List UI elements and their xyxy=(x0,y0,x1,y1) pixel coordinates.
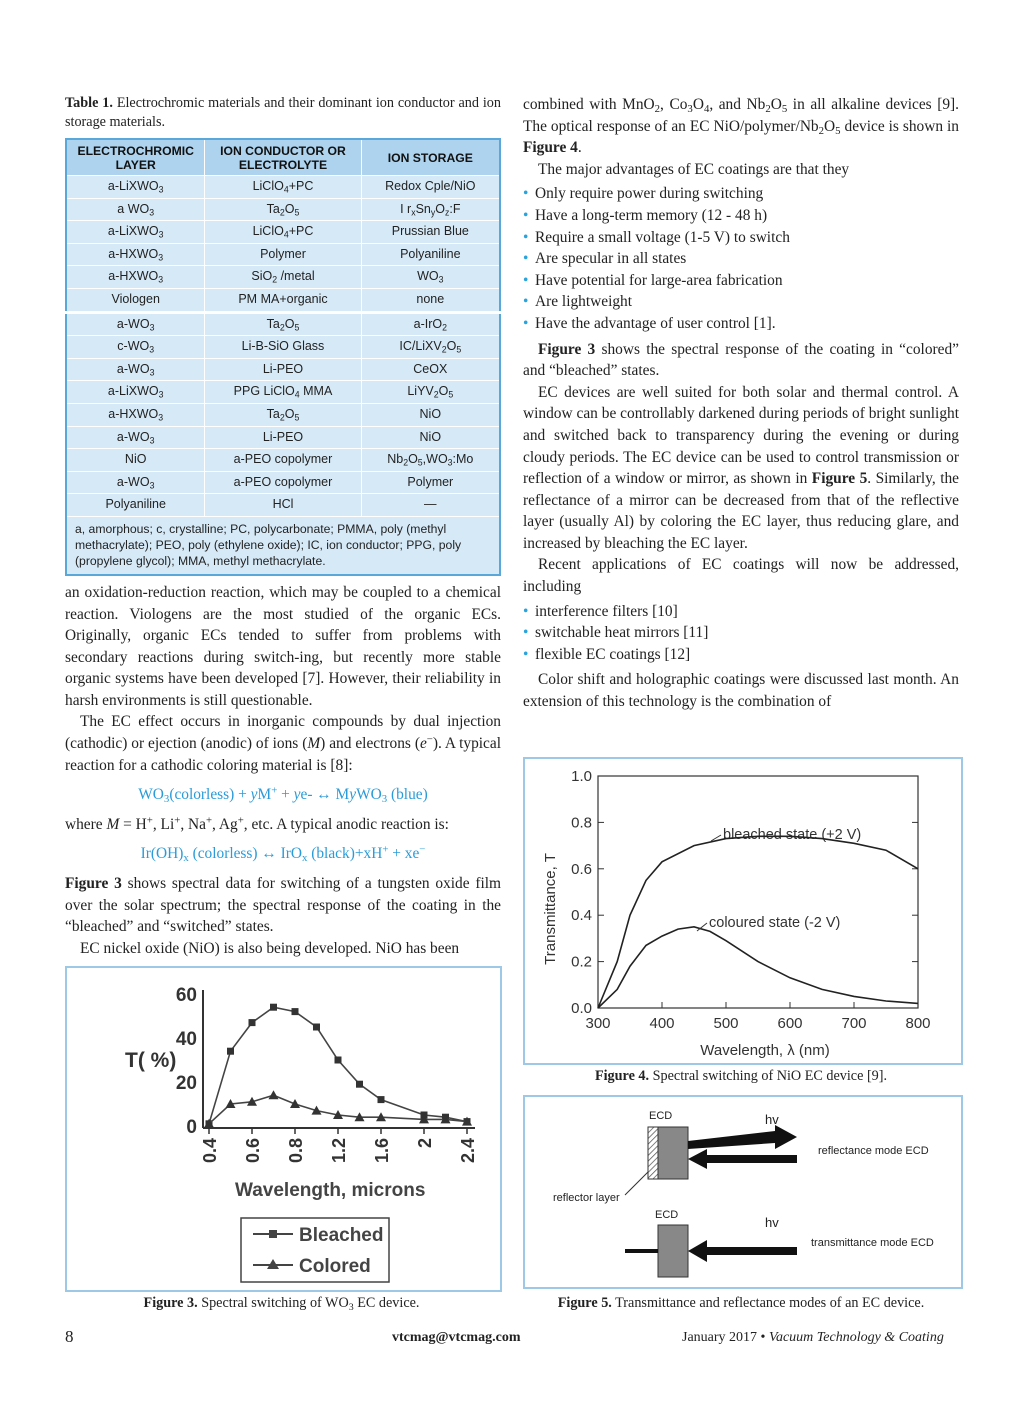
cell-ec-layer: $a-HXWO_3$ xyxy=(66,403,205,426)
table1-note-row xyxy=(66,516,500,575)
list-item: • switchable heat mirrors [11] xyxy=(523,622,959,644)
cell-ion-conductor: $Ta_2O_5$ xyxy=(205,312,361,336)
fig5-incident-arrow xyxy=(688,1149,797,1169)
fig3-y-tick-label: 0 xyxy=(186,1117,197,1138)
cell-ec-layer: $a-WO_3$ xyxy=(66,471,205,494)
list-item: • Have the advantage of user control [1]. xyxy=(523,313,959,335)
paragraph-applications: Recent applications of EC coatings will now be addressed, including xyxy=(523,556,959,596)
fig3-x-tick-label: 1.2 xyxy=(329,1138,349,1164)
fig3-legend-bleached: Bleached xyxy=(299,1225,384,1246)
equation-cathodic: $WO_3(colorless) + yM^+ + ye-$ ↔ MyWO$_3$ (blue) xyxy=(138,784,428,806)
paragraph-figure3: Figure 3 shows spectral data for switching of a tungsten oxide film over the solar spectrum; the spectral response of the coating in the “bleached” and “switched” states. xyxy=(65,875,501,936)
fig5-hv-label-2: hv xyxy=(765,1215,779,1230)
paragraph-organic-ec: an oxidation-reduction reaction, which may be coupled to a chemical reaction. Viologens are the most studied of the organic ECs. Originally, organic ECs tended to suffer from problems with secondary reactions during switch-ing, but recently more stable organic systems have been developed [7]. However, their reliability in harsh environments is still questionable. xyxy=(65,583,501,709)
table-row xyxy=(66,221,500,244)
fig5-reflector-layer xyxy=(648,1127,658,1179)
list-item: • flexible EC coatings [12] xyxy=(523,644,959,666)
figure4-frame xyxy=(523,757,963,1065)
fig3-x-tick-label: 0.4 xyxy=(200,1138,220,1164)
figure5-caption: Figure 5. Transmittance and reflectance modes of an EC device. xyxy=(557,1295,925,1311)
paragraph-advantages: The major advantages of EC coatings are that they xyxy=(538,160,850,178)
list-item: • Have a long-term memory (12 - 48 h) xyxy=(523,205,959,227)
fig3-x-tick-label: 0.6 xyxy=(243,1138,263,1164)
fig4-y-tick-label: 0.0 xyxy=(571,1000,592,1017)
cell-ion-conductor: SiO$_2$ /metal xyxy=(205,266,361,289)
cell-ion-storage: Polyaniline xyxy=(361,243,500,266)
cell-ion-storage: none xyxy=(361,288,500,312)
cell-ec-layer: $a-WO_3$ xyxy=(66,358,205,381)
paragraph-solar-control: EC devices are well suited for both solar and thermal control. A window can be controllably darkened during periods of bright sunlight and switched back to transparency during the evening or during cloudy periods. The EC device can be used to control transmission or reflection of a window or mirror, as shown in Figure 5. Similarly, the reflectance of a mirror can be decreased from that of the reflective layer (usually Al) by coloring the EC layer, thus reducing glare, and increased by bleaching the EC layer. xyxy=(523,383,960,552)
applications-list xyxy=(523,601,959,666)
footer-issue: January 2017 • Vacuum Technology & Coating xyxy=(682,1330,944,1345)
header-ion-storage: ION STORAGE xyxy=(361,139,500,176)
table-row xyxy=(66,243,500,266)
cell-ion-storage: $IC/LiXV_2O_5$ xyxy=(361,336,500,359)
table1-caption: Table 1. Electrochromic materials and their dominant ion conductor and ion storage materials. xyxy=(65,95,501,130)
paragraph-figure3-ref: Figure 3 shows the spectral response of the coating in “colored” and “bleached” states. xyxy=(523,340,959,380)
left-column xyxy=(65,94,501,959)
paragraph-inorganic-ec: The EC effect occurs in inorganic compounds by dual injection (cathodic) or ejection (anodic) of ions (M) and electrons (e−). A typical reaction for a cathodic coloring material is [8]: xyxy=(65,713,501,774)
fig3-y-tick-label: 40 xyxy=(175,1029,197,1050)
cell-ec-layer: $a-WO_3$ xyxy=(66,426,205,449)
fig4-label-coloured: coloured state (-2 V) xyxy=(709,915,841,931)
fig4-x-tick-label: 300 xyxy=(585,1015,611,1032)
fig3-y-tick-label: 20 xyxy=(175,1073,197,1094)
cell-ec-layer: $a-WO_3$ xyxy=(66,312,205,336)
cell-ion-storage: Redox Cple/NiO xyxy=(361,176,500,199)
fig3-legend-colored: Colored xyxy=(299,1256,371,1277)
table-row xyxy=(66,494,500,517)
figure4-caption: Figure 4. Spectral switching of NiO EC device [9]. xyxy=(594,1068,888,1084)
cell-ec-layer: $a-HXWO_3$ xyxy=(66,243,205,266)
fig4-ylabel: Transmittance, T xyxy=(542,853,559,965)
header-ec-layer: ELECTROCHROMIC LAYER xyxy=(66,139,205,176)
cell-ion-conductor: Li-B-SiO Glass xyxy=(205,336,361,359)
fig5-reflected-arrow xyxy=(688,1125,797,1149)
fig3-x-tick-label: 1.6 xyxy=(372,1138,392,1164)
fig5-ecd-block-2 xyxy=(658,1225,688,1277)
cell-ion-conductor: HCl xyxy=(205,494,361,517)
header-ion-conductor: ION CONDUCTOR OR ELECTROLYTE xyxy=(205,139,361,176)
fig3-point-colored xyxy=(269,1090,279,1099)
fig4-y-tick-label: 0.2 xyxy=(571,953,592,971)
list-item: • Only require power during switching xyxy=(523,183,959,205)
fig3-x-tick-label: 2 xyxy=(415,1138,435,1149)
table-row xyxy=(66,266,500,289)
table-row xyxy=(66,381,500,404)
cell-ion-storage: $LiYV_2O_5$ xyxy=(361,381,500,404)
fig4-label-bleached: bleached state (+2 V) xyxy=(723,827,862,843)
fig5-ecd-label-1: ECD xyxy=(649,1110,673,1122)
fig3-point-bleached xyxy=(356,1081,363,1088)
table-row xyxy=(66,288,500,312)
fig3-point-bleached xyxy=(378,1096,385,1103)
figure5-frame xyxy=(523,1095,963,1289)
fig3-x-tick-label: 0.8 xyxy=(286,1138,306,1164)
cell-ion-conductor: LiClO$_4$+PC xyxy=(205,221,361,244)
fig5-ecd-block-1 xyxy=(658,1127,688,1179)
fig3-series-colored xyxy=(209,1095,467,1124)
cell-ion-conductor: Polymer xyxy=(205,243,361,266)
list-item: • interference filters [10] xyxy=(523,601,959,623)
advantages-list xyxy=(523,183,959,334)
table1-body xyxy=(66,176,500,517)
fig3-point-bleached xyxy=(292,1008,299,1015)
fig3-point-colored xyxy=(290,1099,300,1108)
cell-ion-conductor: a-PEO copolymer xyxy=(205,471,361,494)
footer-email: vtcmag@vtcmag.com xyxy=(392,1330,521,1345)
table1 xyxy=(65,138,501,576)
fig4-x-tick-label: 700 xyxy=(841,1015,867,1032)
page-number: 8 xyxy=(65,1327,74,1346)
figure3-caption: Figure 3. Spectral switching of $WO_3$ EC device. xyxy=(143,1295,420,1313)
table-row xyxy=(66,358,500,381)
fig5-reflector-pointer xyxy=(625,1172,648,1195)
cell-ion-conductor: a-PEO copolymer xyxy=(205,449,361,472)
table-row xyxy=(66,198,500,221)
table-header-row xyxy=(66,139,500,176)
fig3-point-bleached xyxy=(270,1004,277,1011)
fig4-plot-frame xyxy=(598,776,918,1008)
equation-anodic: $Ir(OH)_x$ (colorless) ↔ IrO$_x$ (black)+xH+ + xe− xyxy=(140,844,426,865)
cell-ion-conductor: Li-PEO xyxy=(205,358,361,381)
table-row xyxy=(66,426,500,449)
fig3-x-tick-label: 2.4 xyxy=(458,1138,478,1164)
cell-ion-conductor: $Ta_2O_5$ xyxy=(205,198,361,221)
table-row xyxy=(66,312,500,336)
cell-ec-layer: a-LiXWO$_3$ xyxy=(66,221,205,244)
fig4-xlabel: Wavelength, λ (nm) xyxy=(700,1042,830,1059)
fig4-y-tick-label: 0.4 xyxy=(571,907,592,925)
fig5-ecd-label-2: ECD xyxy=(655,1209,679,1221)
fig4-y-tick-label: 1.0 xyxy=(571,768,592,785)
right-column xyxy=(523,94,959,713)
fig4-series-coloured xyxy=(598,927,918,1008)
cell-ion-conductor: Li-PEO xyxy=(205,426,361,449)
paragraph-nio-cont: combined with MnO$_2$, $Co_3O_4$, and $Nb_2O_5$ in all alkaline devices [9]. The optical response of an EC NiO/$polymer/Nb_2O_5$ device is shown in Figure 4. xyxy=(523,96,960,157)
cell-ion-storage: CeOX xyxy=(361,358,500,381)
cell-ion-storage: NiO xyxy=(361,403,500,426)
cell-ec-layer: a-LiXWO$_3$ xyxy=(66,381,205,404)
list-item: • Require a small voltage (1-5 V) to switch xyxy=(523,227,959,249)
paragraph-color-shift: Color shift and holographic coatings were discussed last month. An extension of this technology is the combination of xyxy=(523,671,959,711)
cell-ion-storage: NiO xyxy=(361,426,500,449)
fig5-reflector-label: reflector layer xyxy=(553,1192,620,1204)
cell-ion-conductor: LiClO$_4$+PC xyxy=(205,176,361,199)
fig4-x-tick-label: 600 xyxy=(777,1015,803,1032)
fig4-x-tick-label: 400 xyxy=(649,1015,675,1032)
table-row xyxy=(66,336,500,359)
fig5-incident-arrow-2 xyxy=(688,1240,797,1262)
fig4-x-tick-label: 800 xyxy=(905,1015,931,1032)
list-item: • Are lightweight xyxy=(523,291,959,313)
table-row xyxy=(66,176,500,199)
cell-ion-storage: $WO_3$ xyxy=(361,266,500,289)
list-item: • Are specular in all states xyxy=(523,248,959,270)
list-item: • Have potential for large-area fabrication xyxy=(523,270,959,292)
fig4-x-tick-label: 500 xyxy=(713,1015,739,1032)
fig3-point-bleached xyxy=(227,1048,234,1055)
cell-ion-conductor: $Ta_2O_5$ xyxy=(205,403,361,426)
table1-note: a, amorphous; c, crystalline; PC, polycarbonate; PMMA, poly (methyl methacrylate); PEO, poly (ethylene oxide); IC, ion conductor; PPG, poly (propylene glycol); MMA, methyl methacrylate. xyxy=(66,516,500,575)
fig3-series-bleached xyxy=(209,1007,467,1124)
cell-ion-storage: a-IrO$_2$ xyxy=(361,312,500,336)
figure3-chart xyxy=(67,968,500,1290)
fig3-point-bleached xyxy=(335,1057,342,1064)
table-row xyxy=(66,449,500,472)
table-row xyxy=(66,403,500,426)
cell-ec-layer: a $WO_3$ xyxy=(66,198,205,221)
cell-ion-storage: Polymer xyxy=(361,471,500,494)
fig3-ylabel: T( %) xyxy=(125,1049,177,1072)
cell-ec-layer: NiO xyxy=(66,449,205,472)
cell-ion-conductor: PPG LiClO$_4$ MMA xyxy=(205,381,361,404)
figure4-chart xyxy=(525,759,961,1063)
cell-ion-storage: — xyxy=(361,494,500,517)
cell-ion-storage: Prussian Blue xyxy=(361,221,500,244)
fig3-point-bleached xyxy=(249,1019,256,1026)
fig3-y-tick-label: 60 xyxy=(175,985,197,1006)
table-row xyxy=(66,471,500,494)
paragraph-nio: EC nickel oxide (NiO) is also being developed. NiO has been xyxy=(80,939,460,957)
fig4-y-tick-label: 0.8 xyxy=(571,814,592,832)
cell-ec-layer: a-LiXWO$_3$ xyxy=(66,176,205,199)
cell-ion-storage: $Nb_2O_5,WO_3:Mo$ xyxy=(361,449,500,472)
fig5-mode-reflectance: reflectance mode ECD xyxy=(818,1145,929,1157)
cell-ec-layer: $c-WO_3$ xyxy=(66,336,205,359)
cell-ec-layer: Polyaniline xyxy=(66,494,205,517)
cell-ec-layer: $a-HXWO_3$ xyxy=(66,266,205,289)
fig5-hv-label-1: hv xyxy=(765,1112,779,1127)
figure5-diagram xyxy=(525,1097,961,1287)
fig3-point-bleached xyxy=(313,1024,320,1031)
fig3-xlabel: Wavelength, microns xyxy=(235,1180,426,1201)
fig5-mode-transmittance: transmittance mode ECD xyxy=(811,1237,934,1249)
cell-ion-conductor: PM MA+organic xyxy=(205,288,361,312)
cell-ec-layer: Viologen xyxy=(66,288,205,312)
fig4-y-tick-label: 0.6 xyxy=(571,860,592,878)
cell-ion-storage: I $r_xSn_yO_z:F$ xyxy=(361,198,500,221)
paragraph-where-m: where M = H+, Li+, Na+, Ag+, etc. A typical anodic reaction is: xyxy=(65,814,449,833)
figure3-frame xyxy=(65,966,502,1292)
fig3-legend-marker-bleached xyxy=(269,1230,277,1238)
